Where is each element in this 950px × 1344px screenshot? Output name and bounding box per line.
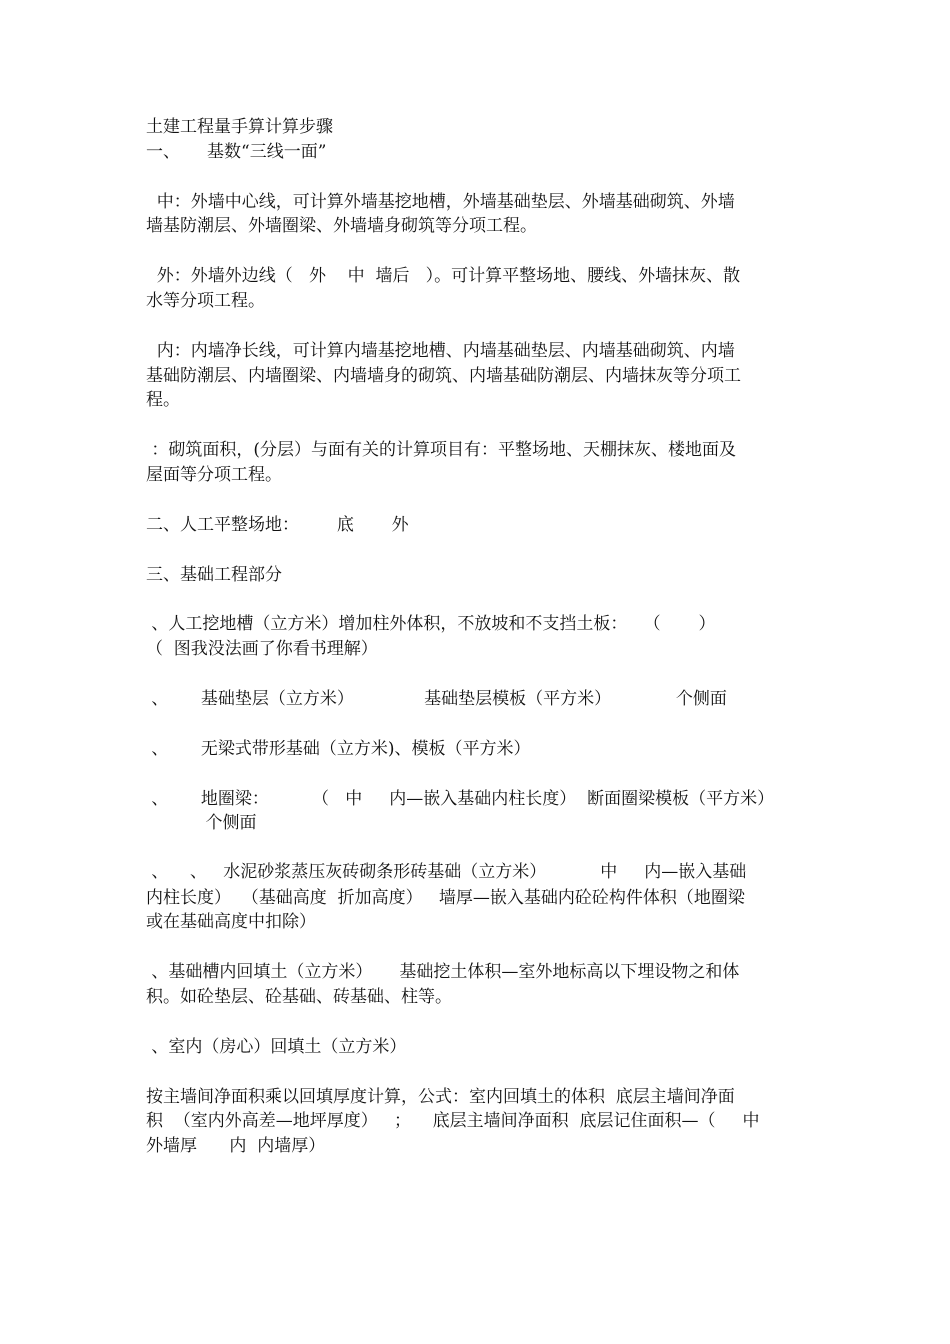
paragraph-line: 个侧面	[146, 813, 257, 833]
paragraph-line: 、人工挖地槽（立方米）增加柱外体积，不放坡和不支挡土板： （ ）	[146, 614, 716, 634]
paragraph-line: 、 、 水泥砂浆蒸压灰砖砌条形砖基础（立方米） 中 内—嵌入基础	[146, 862, 747, 882]
paragraph-line: 积。如砼垫层、砼基础、砖基础、柱等。	[146, 987, 452, 1007]
section-heading-1: 一、 基数“三线一面”	[146, 142, 327, 162]
paragraph-line: 、室内（房心）回填土（立方米）	[146, 1037, 407, 1057]
paragraph-line: 外：外墙外边线（ 外 中 墙后 ）。可计算平整场地、腰线、外墙抹灰、散	[146, 266, 741, 286]
paragraph-line: 或在基础高度中扣除）	[146, 912, 316, 932]
paragraph-line: （ 图我没法画了你看书理解）	[146, 639, 378, 659]
paragraph-line: 按主墙间净面积乘以回填厚度计算，公式：室内回填土的体积 底层主墙间净面	[146, 1087, 735, 1107]
paragraph-line: 中：外墙中心线，可计算外墙基挖地槽，外墙基础垫层、外墙基础砌筑、外墙	[146, 192, 735, 212]
paragraph-line: 水等分项工程。	[146, 291, 265, 311]
paragraph-line: 程。	[146, 390, 180, 410]
paragraph-line: 外墙厚 内 内墙厚）	[146, 1136, 326, 1156]
paragraph-line: 、 基础垫层（立方米） 基础垫层模板（平方米） 个侧面	[146, 689, 727, 709]
section-heading-2: 二、人工平整场地： 底 外	[146, 515, 409, 535]
paragraph-line: 、 无梁式带形基础（立方米)、模板（平方米）	[146, 739, 531, 759]
paragraph-line: 积 （室内外高差—地坪厚度） ； 底层主墙间净面积 底层记住面积—（ 中	[146, 1111, 760, 1131]
section-heading-3: 三、基础工程部分	[146, 565, 282, 585]
paragraph-line: 、基础槽内回填土（立方米） 基础挖土体积—室外地标高以下埋设物之和体	[146, 962, 740, 982]
paragraph-line: 内：内墙净长线，可计算内墙基挖地槽、内墙基础垫层、内墙基础砌筑、内墙	[146, 341, 735, 361]
paragraph-line: ：砌筑面积，(分层）与面有关的计算项目有：平整场地、天棚抹灰、楼地面及	[146, 440, 737, 460]
document-title: 土建工程量手算计算步骤	[146, 117, 333, 137]
paragraph-line: 内柱长度） （基础高度 折加高度） 墙厚—嵌入基础内砼砼构件体积（地圈梁	[146, 888, 745, 908]
paragraph-line: 基础防潮层、内墙圈梁、内墙墙身的砌筑、内墙基础防潮层、内墙抹灰等分项工	[146, 366, 741, 386]
paragraph-line: 屋面等分项工程。	[146, 465, 282, 485]
paragraph-line: 、 地圈梁： （ 中 内—嵌入基础内柱长度） 断面圈梁模板（平方米）	[146, 789, 775, 809]
paragraph-line: 墙基防潮层、外墙圈梁、外墙墙身砌筑等分项工程。	[146, 216, 537, 236]
